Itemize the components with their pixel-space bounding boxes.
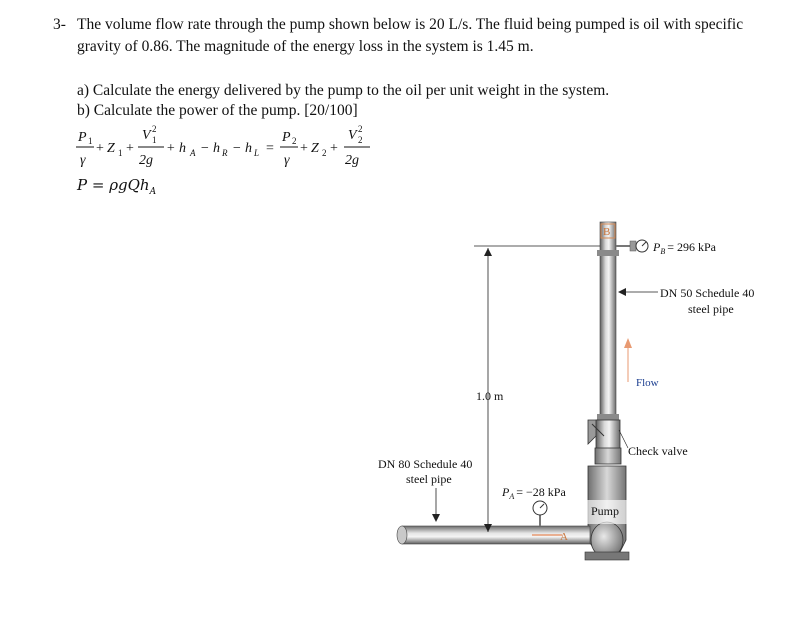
flow-arrow-icon	[624, 338, 632, 348]
eq-gamma-2: γ	[284, 153, 290, 168]
eq-v1-sub: 1	[152, 135, 157, 145]
pb-label: $P_B = 296$ kPa	[653, 240, 717, 256]
eq-equals: =	[266, 141, 274, 156]
eq-hr-sub: R	[222, 148, 228, 158]
eq-z2-sub: 2	[322, 148, 327, 158]
question-text-line-1: The volume flow rate through the pump shown below is 20 L/s. The fluid being pumped is oil with specific	[77, 16, 744, 33]
pipe-flange-lower	[597, 414, 619, 420]
flow-label: Flow	[636, 377, 659, 389]
pipe-inlet	[397, 526, 407, 544]
dn80-leader-arrow-icon	[432, 514, 440, 522]
pump-label: Pump	[591, 504, 620, 518]
eq-z1-sub: 1	[118, 148, 123, 158]
power-equation-text: P = ρgQh	[77, 176, 150, 194]
eq-p2: P	[282, 130, 291, 145]
question-part-b: b) Calculate the power of the pump. [20/100]	[77, 102, 358, 119]
dn50-leader-arrow-icon	[618, 288, 626, 296]
eq-p1-sub: 1	[88, 136, 93, 146]
point-b-label: B	[603, 226, 611, 238]
eq-minus-hl: − h	[232, 141, 252, 156]
pa-label: $P_A = -28$ kPa	[502, 485, 566, 501]
eq-plus-2: +	[126, 141, 134, 156]
eq-gamma-1: γ	[80, 153, 86, 168]
eq-v1: V	[142, 128, 151, 143]
eq-minus-hr: − h	[200, 141, 220, 156]
dn80-label-line-2: steel pipe	[406, 472, 452, 486]
eq-plus-4: +	[330, 141, 338, 156]
question-number: 3-	[53, 16, 66, 33]
check-valve-icon	[596, 420, 620, 450]
eq-hl-sub: L	[254, 148, 260, 158]
eq-v1-sq: 2	[152, 124, 157, 134]
eq-plus-1: +	[96, 141, 104, 156]
pump-base	[585, 552, 629, 560]
eq-v2-sub: 2	[358, 135, 363, 145]
eq-z1: Z	[107, 141, 115, 156]
eq-2g-1: 2g	[139, 153, 153, 168]
eq-z2: Z	[311, 141, 319, 156]
dn80-label-line-1: DN 80 Schedule 40	[378, 457, 473, 471]
eq-p2-sub: 2	[292, 136, 297, 146]
question-part-a: a) Calculate the energy delivered by the pump to the oil per unit weight in the system.	[77, 82, 610, 99]
eq-v2-sq: 2	[358, 124, 363, 134]
question-text-line-2: gravity of 0.86. The magnitude of the energy loss in the system is 1.45 m.	[77, 38, 534, 55]
pipe-flange-upper	[597, 250, 619, 256]
point-a-label: A	[560, 531, 568, 543]
eq-ha-sub: A	[190, 148, 196, 158]
power-equation-sub: A	[149, 187, 157, 197]
eq-plus-3: +	[300, 141, 308, 156]
dn50-label-line-2: steel pipe	[688, 302, 734, 316]
eq-2g-2: 2g	[345, 153, 359, 168]
dimension-arrow-up-icon	[484, 248, 492, 256]
dn50-label-line-1: DN 50 Schedule 40	[660, 286, 755, 300]
eq-v2: V	[348, 128, 357, 143]
height-label: 1.0 m	[476, 389, 504, 403]
eq-plus-ha: + h	[166, 141, 186, 156]
eq-p1: P	[78, 130, 87, 145]
check-valve-label: Check valve	[628, 444, 688, 458]
